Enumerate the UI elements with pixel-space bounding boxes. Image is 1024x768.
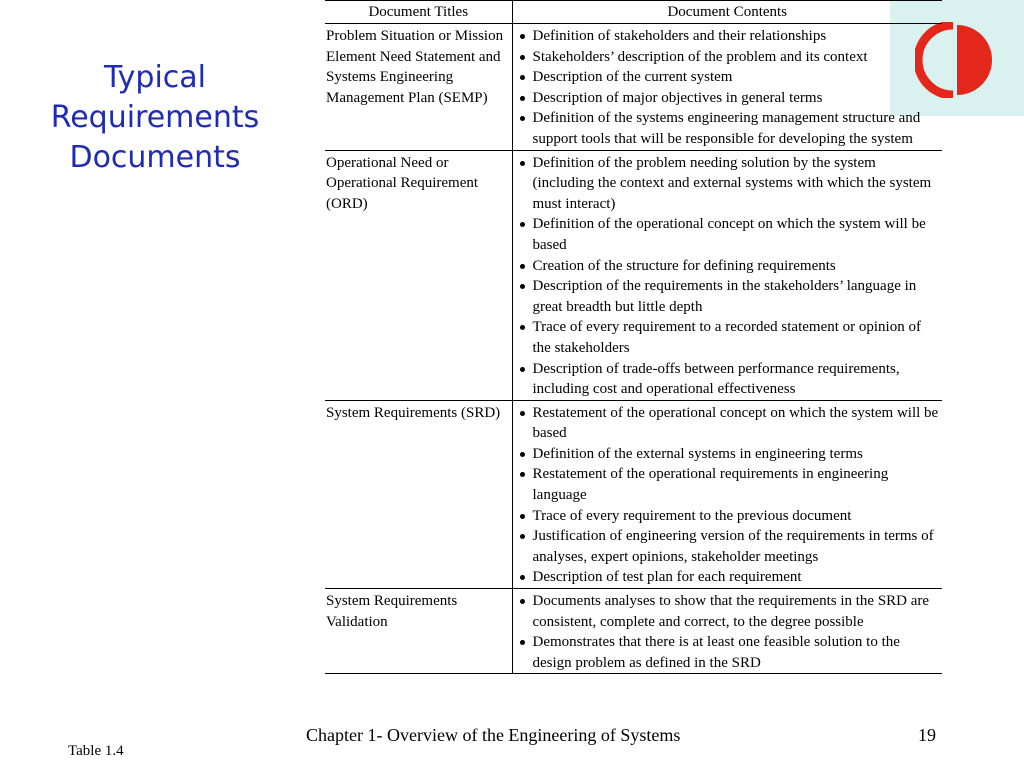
document-contents bbox=[512, 589, 942, 674]
page-number: 19 bbox=[918, 725, 936, 745]
slide-title bbox=[30, 58, 280, 178]
table-row bbox=[325, 24, 942, 151]
table-row bbox=[325, 400, 942, 588]
footer-chapter-title: Chapter 1- Overview of the Engineering of Systems bbox=[306, 725, 681, 745]
table-label: Table 1.4 bbox=[68, 743, 124, 759]
content-item: Definition of the external systems in engineering terms bbox=[515, 444, 941, 465]
document-contents bbox=[512, 400, 942, 588]
content-item: Definition of the operational concept on which the system will be based bbox=[515, 214, 941, 255]
content-item: Stakeholders’ description of the problem and its context bbox=[515, 47, 941, 68]
document-title: System Requirements Validation bbox=[325, 589, 512, 674]
slide-title-line: Requirements bbox=[50, 100, 260, 135]
content-item: Definition of the problem needing solution by the system (including the context and external systems with which the system must interact) bbox=[515, 153, 941, 215]
content-item: Description of major objectives in general terms bbox=[515, 88, 941, 109]
content-item: Trace of every requirement to the previous document bbox=[515, 506, 941, 527]
content-item: Creation of the structure for defining requirements bbox=[515, 256, 941, 277]
slide-title-line: Typical bbox=[104, 60, 206, 95]
content-item: Description of the current system bbox=[515, 67, 941, 88]
content-item: Restatement of the operational concept on which the system will be based bbox=[515, 403, 941, 444]
document-title: Operational Need or Operational Requirement (ORD) bbox=[325, 150, 512, 400]
content-item: Justification of engineering version of the requirements in terms of analyses, expert opinions, stakeholder meetings bbox=[515, 526, 941, 567]
content-item: Trace of every requirement to a recorded statement or opinion of the stakeholders bbox=[515, 317, 941, 358]
column-header-contents: Document Contents bbox=[512, 1, 942, 24]
requirements-documents-table bbox=[325, 0, 942, 674]
table-row bbox=[325, 150, 942, 400]
content-item: Definition of stakeholders and their relationships bbox=[515, 26, 941, 47]
document-contents bbox=[512, 24, 942, 151]
content-item: Description of trade-offs between performance requirements, including cost and operational effectiveness bbox=[515, 359, 941, 400]
document-contents bbox=[512, 150, 942, 400]
content-item: Description of test plan for each requirement bbox=[515, 567, 941, 588]
content-item: Description of the requirements in the stakeholders’ language in great breadth but little depth bbox=[515, 276, 941, 317]
content-item: Demonstrates that there is at least one feasible solution to the design problem as defined in the SRD bbox=[515, 632, 941, 673]
document-title: Problem Situation or Mission Element Need Statement and Systems Engineering Management Plan (SEMP) bbox=[325, 24, 512, 151]
table-row bbox=[325, 589, 942, 674]
content-item: Restatement of the operational requirements in engineering language bbox=[515, 464, 941, 505]
column-header-titles: Document Titles bbox=[325, 1, 512, 24]
content-item: Definition of the systems engineering management structure and support tools that will be responsible for developing the system bbox=[515, 108, 941, 149]
document-title: System Requirements (SRD) bbox=[325, 400, 512, 588]
content-item: Documents analyses to show that the requirements in the SRD are consistent, complete and correct, to the degree possible bbox=[515, 591, 941, 632]
slide-title-line: Documents bbox=[69, 140, 241, 175]
table-header-row bbox=[325, 1, 942, 24]
